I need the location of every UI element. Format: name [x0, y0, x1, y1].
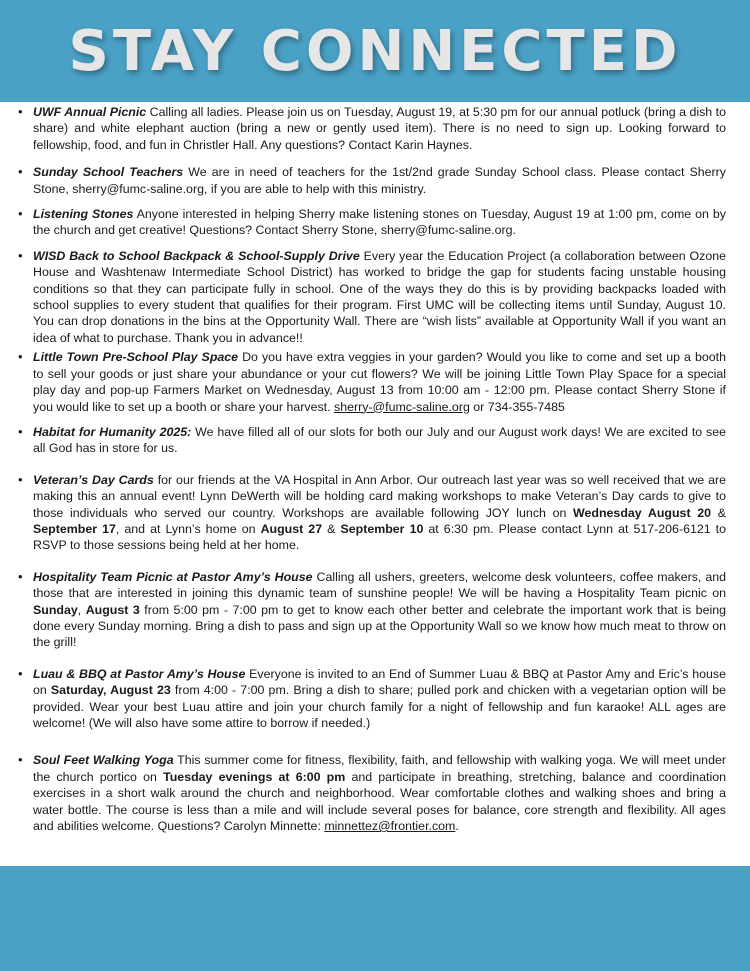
email-link[interactable]: sherry-@fumc-saline.org	[334, 399, 470, 414]
item-text: and participate in breathing, stretching, balance and coordination exercises in a short walk around the church and neighborhood. Wear comfortable clothes and walking shoes and bring a water bottle. The course is less than a mile and will include several poses for balance, core strength and flexibility. All ages and abilities welcome. Questions? Carolyn Minnette:	[33, 769, 726, 834]
item-text: Every year the Education Project (a collaboration between Ozone House and Washtenaw Intermediate School District) has worked to bridge the gap for students facing unstable housing conditions so that they can participate fully in school. One of the ways they do this is by providing backpacks loaded with school supplies to every student that qualifies for their program. First UMC will be collecting items until Sunday, August 10. You can drop donations in the bins at the Opportunity Wall. There are “wish lists” available at Opportunity Wall if you want an idea of what to purchase. Thank you in advance!!	[33, 248, 726, 345]
list-item-uwf-picnic	[0, 104, 750, 153]
item-text: Do you have extra veggies in your garden? Would you like to come and set up a booth to sell your goods or just share your abundance or your cut flowers? We will be joining Little Town Play Space for a special play day and pop-up Farmers Market on Wednesday, August 13 from 10:00 am - 12:00 pm. Please contact Sherry Stone if you would like to set up a booth or share your harvest.	[33, 350, 726, 414]
header-band	[0, 0, 750, 102]
item-title: Soul Feet Walking Yoga	[33, 753, 174, 768]
item-text: Calling all ladies. Please join us on Tuesday, August 19, at 5:30 pm for our annual potluck (bring a dish to share) and white elephant auction (bring a new or gently used item). There is no need to sign up. Looking forward to fellowship, food, and fun in Christler Hall. Any questions? Contact Karin Haynes.	[33, 105, 726, 152]
footer-band	[0, 866, 750, 971]
item-title: WISD Back to School Backpack & School-Supply Drive	[33, 248, 360, 263]
page-title: STAY CONNECTED	[68, 18, 682, 84]
item-text: Anyone interested in helping Sherry make listening stones on Tuesday, August 19 at 1:00 pm, come on by the church and get creative! Questions? Contact Sherry Stone, sherry@fumc-saline.org.	[33, 207, 726, 238]
item-title: Luau & BBQ at Pastor Amy’s House	[33, 666, 246, 681]
email-link[interactable]: minnettez@frontier.com	[324, 819, 456, 834]
item-title: Habitat for Humanity 2025:	[33, 424, 192, 439]
item-text: at 6:30 pm. Please contact Lynn at 517-206-6121 to RSVP to those sessions being held at her home.	[33, 521, 727, 553]
item-text: Calling all ushers, greeters, welcome desk volunteers, coffee makers, and those that are interested in joining this dynamic team of sunshine people! We will be having a Hospitality Team picnic on	[33, 569, 727, 601]
list-item-hospitality-picnic	[0, 569, 750, 651]
date-emphasis: August 3	[85, 602, 140, 617]
item-title: UWF Annual Picnic	[33, 105, 147, 119]
date-emphasis: September 10	[340, 521, 424, 536]
item-title: Veteran’s Day Cards	[33, 472, 154, 487]
list-item-walking-yoga	[0, 752, 750, 834]
item-title: Little Town Pre-School Play Space	[33, 350, 239, 365]
item-title: Sunday School Teachers	[33, 165, 184, 180]
item-text: &	[322, 521, 341, 536]
list-item-listening-stones	[0, 206, 750, 239]
item-text: This summer come for fitness, flexibility, faith, and fellowship with walking yoga. We will meet under the church portico on	[33, 753, 726, 784]
date-emphasis: Saturday, August 23	[50, 683, 171, 698]
item-text: for our friends at the VA Hospital in Ann Arbor. Our outreach last year was so well received that we are making this an annual event! Lynn DeWerth will be holding card making workshops to make Veteran’s Day cards to give to those individuals who served our country. Workshops are available following JOY lunch on	[33, 472, 727, 520]
date-emphasis: September 17	[33, 521, 116, 536]
date-emphasis: Sunday	[33, 602, 78, 617]
time-emphasis: Tuesday evenings at 6:00 pm	[163, 769, 346, 784]
list-item-sunday-school	[0, 164, 750, 197]
item-title: Listening Stones	[33, 207, 134, 222]
date-emphasis: Wednesday August 20	[573, 505, 712, 520]
item-text: Everyone is invited to an End of Summer Luau & BBQ at Pastor Amy and Eric’s house on	[33, 666, 726, 698]
item-text: from 4:00 - 7:00 pm. Bring a dish to share; pulled pork and chicken with a vegetarian option will be provided. Wear your best Luau attire and join your church family for a night of fellowship and fun karaoke! ALL ages are welcome! (We will also have some attire to borrow if needed.)	[33, 683, 726, 730]
list-item-little-town	[0, 349, 750, 415]
item-text: , and at Lynn’s home on	[115, 521, 261, 536]
item-text: from 5:00 pm - 7:00 pm to get to know each other better and celebrate the important work that is being done every Sunday morning. Bring a dish to pass and sign up at the Opportunity Wall so we know how much meat to throw on the grill!	[33, 602, 726, 650]
list-item-habitat	[0, 424, 750, 457]
announcements	[0, 104, 750, 834]
date-emphasis: August 27	[260, 521, 323, 536]
item-title: Hospitality Team Picnic at Pastor Amy’s House	[33, 569, 313, 584]
item-text: ,	[77, 602, 86, 617]
announcement-list	[0, 104, 750, 834]
list-item-veterans-cards	[0, 472, 750, 554]
list-item-wisd-drive	[0, 248, 750, 346]
list-item-luau-bbq	[0, 666, 750, 732]
item-text: We have filled all of our slots for both our July and our August work days! We are excited to see all God has in store for us.	[33, 424, 727, 456]
item-text: &	[711, 505, 726, 520]
item-text: or 734-355-7485	[469, 399, 565, 414]
item-text: .	[455, 819, 459, 834]
item-text: We are in need of teachers for the 1st/2nd grade Sunday School class. Please contact Sherry Stone, sherry@fumc-saline.org, if you are able to help with this ministry.	[33, 165, 726, 196]
